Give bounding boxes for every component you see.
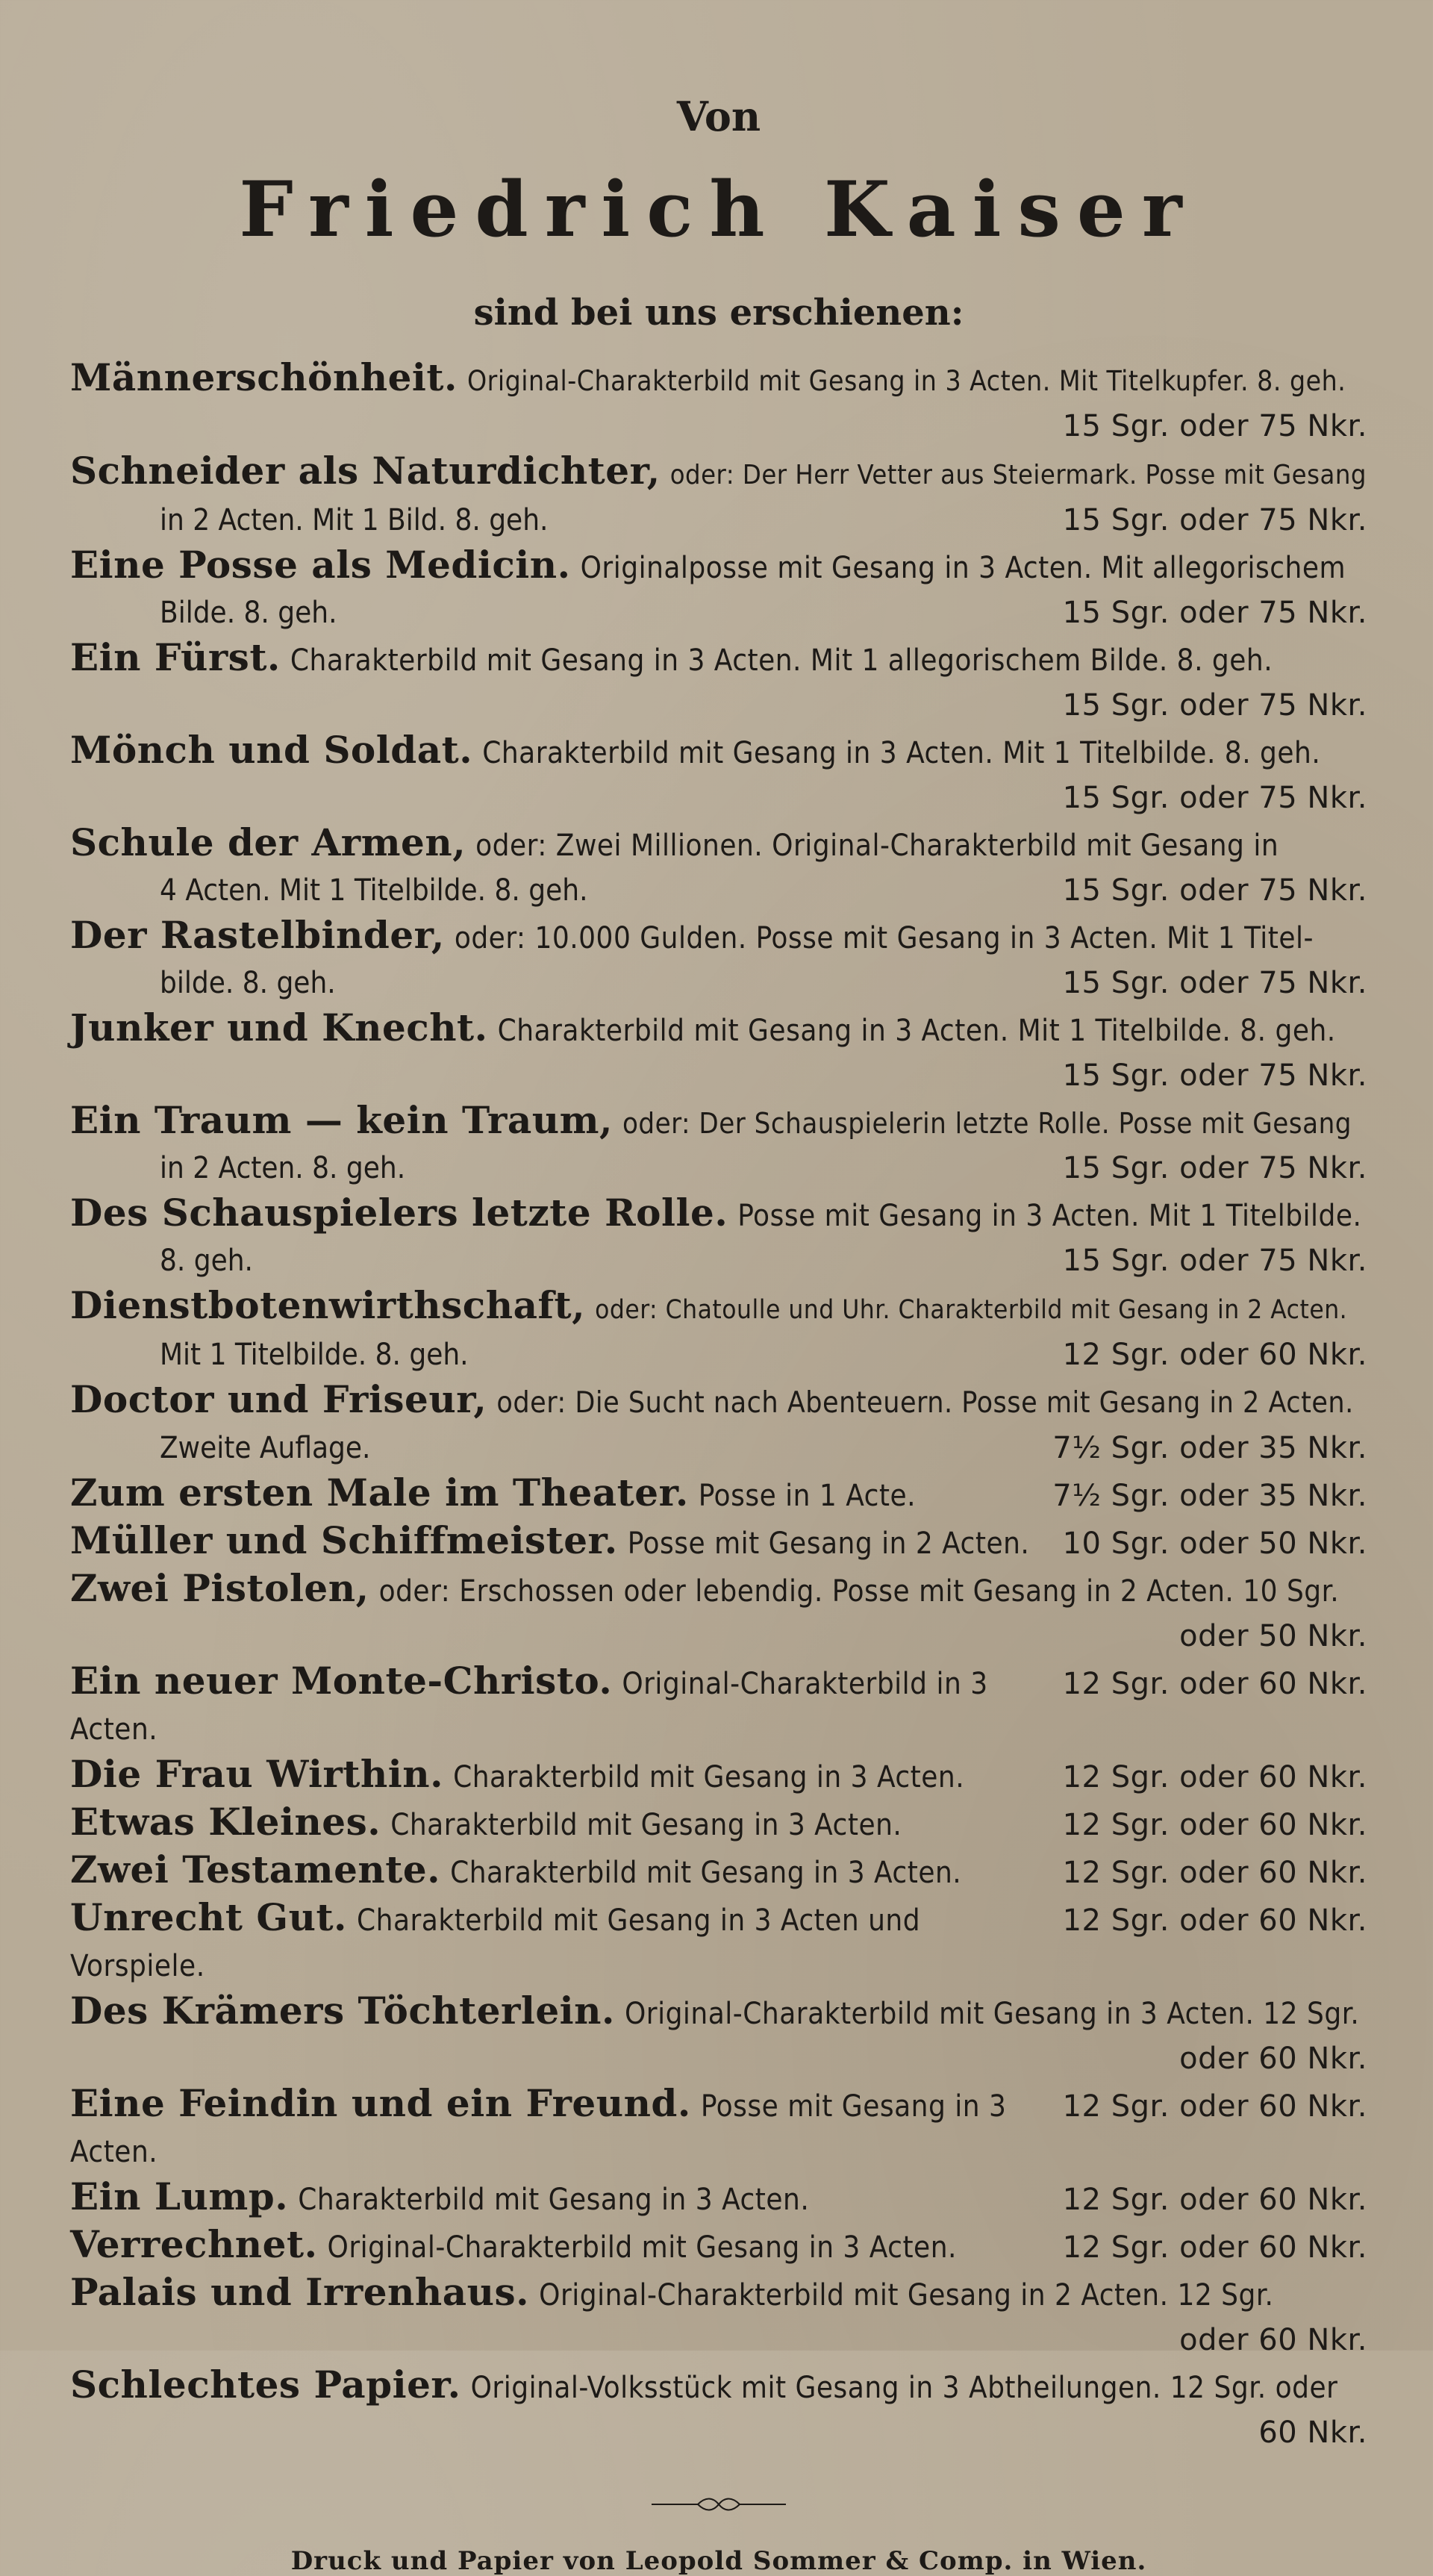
entry-title: Palais und Irrenhaus. bbox=[70, 2270, 530, 2314]
entry-description-continued: Mit 1 Titelbilde. 8. geh. bbox=[160, 1338, 469, 1372]
entry-second-line bbox=[70, 961, 1367, 1005]
entry-price: 12 Sgr. oder 60 Nkr. bbox=[1062, 2089, 1367, 2124]
entry-title: Zum ersten Male im Theater. bbox=[70, 1471, 689, 1515]
entry-price: 15 Sgr. oder 75 Nkr. bbox=[1062, 1151, 1367, 1185]
entry-title: Eine Posse als Medicin. bbox=[70, 543, 571, 587]
entry-title: Schlechtes Papier. bbox=[70, 2363, 461, 2407]
entry-first-line bbox=[70, 1566, 1367, 1614]
entry-second-line bbox=[70, 1053, 1367, 1098]
entry-description: oder: Der Schauspielerin letzte Rolle. Posse mit Gesang bbox=[622, 1107, 1352, 1140]
entry-price: 15 Sgr. oder 75 Nkr. bbox=[1062, 1244, 1367, 1278]
ornament-divider bbox=[652, 2497, 786, 2512]
entry-text bbox=[70, 1847, 961, 1895]
entry-price: 12 Sgr. oder 60 Nkr. bbox=[1062, 1760, 1367, 1794]
entry-second-line bbox=[70, 404, 1367, 449]
entry-second-line bbox=[70, 2410, 1367, 2455]
entry-first-line bbox=[70, 913, 1367, 961]
entry-first-line bbox=[70, 728, 1367, 776]
entry-title: Ein neuer Monte-Christo. bbox=[70, 1659, 613, 1703]
catalog-list bbox=[70, 355, 1367, 2455]
entry-first-line bbox=[70, 2270, 1367, 2318]
entry-second-line bbox=[70, 776, 1367, 820]
entry-text bbox=[70, 1471, 916, 1518]
entry-title: Die Frau Wirthin. bbox=[70, 1752, 444, 1796]
catalog-entry bbox=[70, 1191, 1367, 1283]
entry-first-line bbox=[70, 1191, 1367, 1238]
entry-description: oder: Die Sucht nach Abenteuern. Posse mit Gesang in 2 Acten. bbox=[496, 1386, 1354, 1420]
entry-title: Schule der Armen, bbox=[70, 820, 466, 864]
entry-second-line bbox=[70, 498, 1367, 543]
entry-description: Charakterbild mit Gesang in 3 Acten. Mit 1 Titelbilde. 8. geh. bbox=[497, 1014, 1336, 1048]
entry-first-line bbox=[70, 355, 1367, 404]
entry-second-line bbox=[70, 2318, 1367, 2363]
entry-title: Eine Feindin und ein Freund. bbox=[70, 2081, 691, 2125]
entry-first-line bbox=[70, 449, 1367, 498]
entry-title: Männerschönheit. bbox=[70, 355, 458, 399]
entry-text bbox=[70, 2222, 957, 2270]
catalog-entry bbox=[70, 1566, 1367, 1659]
entry-title: Zwei Testamente. bbox=[70, 1847, 441, 1892]
entry-description: oder: Erschossen oder lebendig. Posse mit Gesang in 2 Acten. 10 Sgr. bbox=[378, 1574, 1340, 1609]
entry-second-line bbox=[70, 2036, 1367, 2081]
entry-description: Charakterbild mit Gesang in 3 Acten. bbox=[390, 1808, 902, 1842]
entry-text bbox=[70, 1752, 964, 1800]
catalog-entry bbox=[70, 543, 1367, 635]
entry-description: Original-Charakterbild mit Gesang in 2 Acten. 12 Sgr. bbox=[539, 2278, 1274, 2313]
entry-price: 15 Sgr. oder 75 Nkr. bbox=[1062, 966, 1367, 1000]
entry-price: 15 Sgr. oder 75 Nkr. bbox=[1062, 1058, 1367, 1093]
entry-text bbox=[70, 1800, 902, 1847]
catalog-entry bbox=[70, 1518, 1367, 1566]
entry-title: Ein Fürst. bbox=[70, 635, 281, 679]
entry-price: 12 Sgr. oder 60 Nkr. bbox=[1062, 1856, 1367, 1890]
author-name: Friedrich Kaiser bbox=[239, 165, 1199, 255]
entry-description-continued: bilde. 8. geh. bbox=[160, 966, 336, 1000]
entry-title: Des Krämers Töchterlein. bbox=[70, 1989, 615, 2033]
entry-price: 15 Sgr. oder 75 Nkr. bbox=[1062, 688, 1367, 723]
entry-first-line bbox=[70, 635, 1367, 683]
entry-text bbox=[70, 2174, 809, 2222]
entry-description: Original-Charakterbild mit Gesang in 3 Acten. Mit Titelkupfer. 8. geh. bbox=[466, 365, 1346, 397]
entry-second-line bbox=[70, 1238, 1367, 1283]
entry-title: Unrecht Gut. bbox=[70, 1895, 347, 1939]
entry-price: 15 Sgr. oder 75 Nkr. bbox=[1062, 596, 1367, 630]
entry-title: Doctor und Friseur, bbox=[70, 1377, 487, 1421]
entry-description: Charakterbild mit Gesang in 3 Acten. Mit 1 Titelbilde. 8. geh. bbox=[482, 736, 1321, 770]
entry-description: oder: Zwei Millionen. Original-Charakterbild mit Gesang in bbox=[475, 829, 1279, 863]
entry-description: Original-Charakterbild in 3 Acten. bbox=[70, 1667, 988, 1747]
catalog-entry bbox=[70, 2081, 1367, 2174]
catalog-entry bbox=[70, 1800, 1367, 1847]
entry-title: Des Schauspielers letzte Rolle. bbox=[70, 1191, 728, 1235]
entry-title: Ein Lump. bbox=[70, 2174, 289, 2218]
catalog-entry bbox=[70, 1283, 1367, 1377]
entry-price: 15 Sgr. oder 75 Nkr. bbox=[1062, 873, 1367, 908]
entry-description: Original-Charakterbild mit Gesang in 3 Acten. 12 Sgr. bbox=[624, 1997, 1360, 2031]
entry-first-line bbox=[70, 1283, 1367, 1332]
catalog-entry bbox=[70, 1752, 1367, 1800]
entry-title: Mönch und Soldat. bbox=[70, 728, 473, 772]
catalog-entry bbox=[70, 355, 1367, 449]
entry-price: 7½ Sgr. oder 35 Nkr. bbox=[1052, 1479, 1367, 1513]
entry-description: Posse mit Gesang in 3 Acten. Mit 1 Titelbilde. bbox=[737, 1199, 1362, 1233]
entry-price: 12 Sgr. oder 60 Nkr. bbox=[1062, 1808, 1367, 1842]
entry-description: Charakterbild mit Gesang in 3 Acten. Mit 1 allegorischem Bilde. 8. geh. bbox=[290, 643, 1273, 678]
catalog-entry bbox=[70, 2270, 1367, 2363]
entry-description: oder: Chatoulle und Uhr. Charakterbild mit Gesang in 2 Acten. bbox=[595, 1295, 1348, 1325]
entry-title: Der Rastelbinder, bbox=[70, 913, 445, 957]
entry-title: Zwei Pistolen, bbox=[70, 1566, 369, 1610]
catalog-entry bbox=[70, 2222, 1367, 2270]
entry-description: oder: Der Herr Vetter aus Steiermark. Posse mit Gesang bbox=[669, 460, 1367, 490]
catalog-entry bbox=[70, 728, 1367, 820]
entry-first-line bbox=[70, 2363, 1367, 2410]
entry-price: 15 Sgr. oder 75 Nkr. bbox=[1062, 503, 1367, 537]
entry-description-continued: 4 Acten. Mit 1 Titelbilde. 8. geh. bbox=[160, 873, 588, 908]
entry-description: Charakterbild mit Gesang in 3 Acten. bbox=[453, 1760, 965, 1794]
entry-price: oder 50 Nkr. bbox=[1179, 1619, 1367, 1653]
catalog-entry bbox=[70, 2174, 1367, 2222]
entry-second-line bbox=[70, 1146, 1367, 1191]
catalog-entry bbox=[70, 820, 1367, 913]
entry-second-line bbox=[70, 683, 1367, 728]
entry-description-continued: 8. geh. bbox=[160, 1244, 253, 1278]
catalog-entry bbox=[70, 1895, 1367, 1989]
entry-price: 60 Nkr. bbox=[1258, 2416, 1367, 2450]
entry-price: 15 Sgr. oder 75 Nkr. bbox=[1062, 409, 1367, 443]
entry-description: Posse in 1 Acte. bbox=[698, 1479, 917, 1513]
entry-description: Posse mit Gesang in 2 Acten. bbox=[627, 1526, 1030, 1561]
catalog-entry bbox=[70, 1098, 1367, 1191]
entry-description: Posse mit Gesang in 3 Acten. bbox=[70, 2089, 1007, 2169]
entry-description: Originalposse mit Gesang in 3 Acten. Mit allegorischem bbox=[580, 551, 1346, 585]
entry-first-line bbox=[70, 820, 1367, 868]
entry-title: Müller und Schiffmeister. bbox=[70, 1518, 618, 1562]
entry-first-line bbox=[70, 1989, 1367, 2036]
catalog-entry bbox=[70, 2363, 1367, 2455]
entry-price: 10 Sgr. oder 50 Nkr. bbox=[1062, 1526, 1367, 1561]
entry-first-line bbox=[70, 1098, 1367, 1146]
entry-text bbox=[70, 1895, 1063, 1989]
entry-text bbox=[70, 2081, 1063, 2174]
entry-description: Charakterbild mit Gesang in 3 Acten und Vorspiele. bbox=[70, 1903, 921, 1983]
entry-title: Etwas Kleines. bbox=[70, 1800, 381, 1844]
catalog-entry bbox=[70, 635, 1367, 728]
entry-price: oder 60 Nkr. bbox=[1179, 2042, 1367, 2076]
catalog-entry bbox=[70, 1989, 1367, 2081]
entry-text bbox=[70, 1659, 1063, 1752]
entry-price: 12 Sgr. oder 60 Nkr. bbox=[1062, 1338, 1367, 1372]
entry-text bbox=[70, 1518, 1029, 1566]
header-subtitle: sind bei uns erschienen: bbox=[473, 292, 964, 334]
printer-imprint: Druck und Papier von Leopold Sommer & Comp. in Wien. bbox=[290, 2546, 1147, 2576]
entry-second-line bbox=[70, 1426, 1367, 1471]
entry-description: Charakterbild mit Gesang in 3 Acten. bbox=[450, 1856, 962, 1890]
catalog-entry bbox=[70, 449, 1367, 543]
entry-description-continued: in 2 Acten. Mit 1 Bild. 8. geh. bbox=[160, 503, 549, 537]
entry-second-line bbox=[70, 590, 1367, 635]
catalog-entry bbox=[70, 1471, 1367, 1518]
entry-second-line bbox=[70, 1614, 1367, 1659]
entry-price: 12 Sgr. oder 60 Nkr. bbox=[1062, 1903, 1367, 1938]
catalog-entry bbox=[70, 1659, 1367, 1752]
entry-title: Ein Traum — kein Traum, bbox=[70, 1098, 613, 1142]
catalog-entry bbox=[70, 913, 1367, 1005]
entry-first-line bbox=[70, 543, 1367, 590]
catalog-entry bbox=[70, 1377, 1367, 1471]
entry-second-line bbox=[70, 868, 1367, 913]
entry-description-continued: in 2 Acten. 8. geh. bbox=[160, 1151, 406, 1185]
catalog-entry bbox=[70, 1005, 1367, 1098]
catalog-entry bbox=[70, 1847, 1367, 1895]
entry-description-continued: Bilde. 8. geh. bbox=[160, 596, 337, 630]
entry-title: Verrechnet. bbox=[70, 2222, 318, 2266]
entry-title: Schneider als Naturdichter, bbox=[70, 449, 661, 493]
entry-description: Original-Charakterbild mit Gesang in 3 Acten. bbox=[327, 2230, 957, 2265]
entry-price: 12 Sgr. oder 60 Nkr. bbox=[1062, 2183, 1367, 2217]
entry-title: Junker und Knecht. bbox=[70, 1005, 488, 1050]
header-von: Von bbox=[676, 93, 761, 140]
entry-description: Original-Volksstück mit Gesang in 3 Abtheilungen. 12 Sgr. oder bbox=[470, 2371, 1338, 2405]
entry-price: oder 60 Nkr. bbox=[1179, 2323, 1367, 2357]
entry-description-continued: Zweite Auflage. bbox=[160, 1431, 371, 1465]
entry-price: 7½ Sgr. oder 35 Nkr. bbox=[1052, 1431, 1367, 1465]
entry-second-line bbox=[70, 1332, 1367, 1377]
entry-first-line bbox=[70, 1005, 1367, 1053]
entry-description: Charakterbild mit Gesang in 3 Acten. bbox=[298, 2183, 810, 2217]
entry-description: oder: 10.000 Gulden. Posse mit Gesang in 3 Acten. Mit 1 Titel- bbox=[454, 921, 1314, 955]
entry-price: 12 Sgr. oder 60 Nkr. bbox=[1062, 1667, 1367, 1701]
entry-title: Dienstbotenwirthschaft, bbox=[70, 1283, 586, 1327]
entry-first-line bbox=[70, 1377, 1367, 1426]
header bbox=[70, 84, 1367, 346]
entry-price: 15 Sgr. oder 75 Nkr. bbox=[1062, 781, 1367, 815]
entry-price: 12 Sgr. oder 60 Nkr. bbox=[1062, 2230, 1367, 2265]
